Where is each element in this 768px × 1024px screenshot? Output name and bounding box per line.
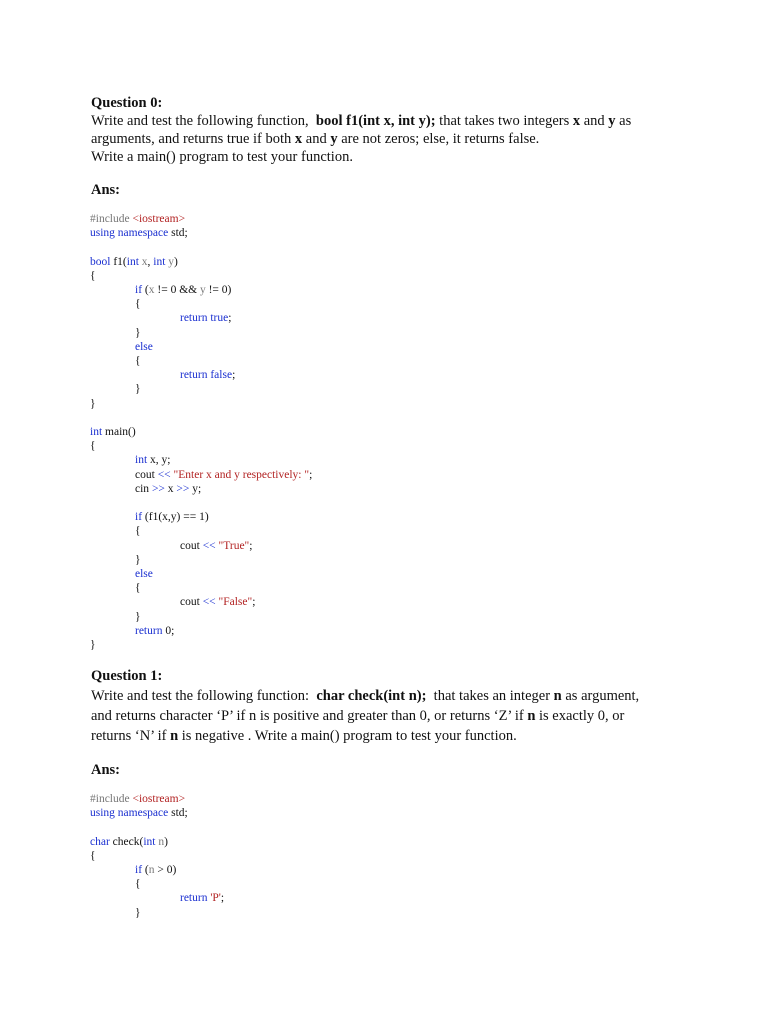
code-line: } <box>135 610 141 623</box>
code-token: cout <box>180 596 200 609</box>
code-line <box>90 240 312 254</box>
code-token: "True" <box>218 539 250 552</box>
code-token: #include <box>90 213 130 225</box>
code-line: { <box>90 269 96 282</box>
code-line: int x, y; <box>135 454 171 467</box>
code-token: <iostream> <box>132 213 186 225</box>
code-line: cout << "Enter x and y respectively: "; <box>135 468 313 481</box>
code-token: int <box>143 835 156 848</box>
q0-and-2: and <box>305 131 327 147</box>
code-line: } <box>90 397 96 410</box>
code-token: return <box>135 624 163 637</box>
code-token: else <box>135 568 153 581</box>
code-token: using namespace <box>90 807 169 820</box>
code-line: } <box>135 383 141 396</box>
question-0-title: Question 0: <box>91 95 163 111</box>
code-token: int <box>153 255 166 268</box>
code-token: return <box>180 369 208 382</box>
code-token: using namespace <box>90 227 169 240</box>
code-token: cout <box>135 468 155 481</box>
code-token: #include <box>90 793 130 805</box>
code-line: { <box>135 582 141 595</box>
code-line: if (f1(x,y) == 1) <box>135 511 209 524</box>
code-token: char <box>90 835 110 848</box>
code-line: char check(int n) <box>90 835 168 848</box>
code-token: "False" <box>218 596 253 609</box>
code-block-0 <box>90 212 312 652</box>
q0-text-a: Write and test the following function, <box>91 113 309 129</box>
code-line <box>90 212 312 226</box>
q1-text-b: that takes an integer <box>433 688 551 704</box>
code-line <box>90 425 312 439</box>
code-line: { <box>135 878 141 891</box>
q1-n: n <box>553 688 562 704</box>
code-line <box>90 806 224 820</box>
code-line: if (x != 0 && y != 0) <box>135 284 232 297</box>
q0-as: as <box>619 113 632 129</box>
q0-text-b: that takes two integers <box>439 113 570 129</box>
code-line <box>90 340 312 354</box>
q1-text-f: returns ‘N’ if <box>91 728 167 744</box>
question-1-line-3 <box>91 726 691 746</box>
code-token: y <box>168 255 175 268</box>
q1-text-c: as argument, <box>565 688 640 704</box>
code-token: 'P' <box>210 892 221 905</box>
code-line: } <box>135 326 141 339</box>
code-line <box>90 411 312 425</box>
code-line <box>90 496 312 510</box>
question-1-text <box>91 686 691 746</box>
q0-y: y <box>608 113 616 129</box>
code-token: int <box>90 426 103 439</box>
q1-n-3: n <box>170 728 179 744</box>
q0-text-d: are not zeros; else, it returns false. <box>341 131 540 147</box>
question-0-line-1 <box>91 112 691 130</box>
q0-and: and <box>583 113 605 129</box>
code-token: "Enter x and y respectively: " <box>173 468 310 481</box>
code-line: } <box>135 553 141 566</box>
code-line <box>90 226 312 240</box>
code-token: true <box>210 312 229 325</box>
q1-text-g: is negative . Write a main() program to test your function. <box>181 728 517 744</box>
code-line <box>90 820 224 834</box>
code-token: false <box>210 369 233 382</box>
code-line: } <box>135 906 141 919</box>
code-token: bool <box>90 255 111 268</box>
code-token: std; <box>171 227 188 240</box>
code-token: int <box>135 454 148 467</box>
code-line: return true; <box>180 312 232 325</box>
code-line <box>90 792 224 806</box>
code-line: return false; <box>180 369 236 382</box>
code-line: { <box>90 849 96 862</box>
question-0-ans-label: Ans: <box>91 182 121 198</box>
q0-x: x <box>572 113 581 129</box>
q0-y-2: y <box>330 131 338 147</box>
q0-text-c: arguments, and returns true if both <box>91 131 292 147</box>
code-line: cout << "True"; <box>180 539 253 552</box>
question-1-title: Question 1: <box>91 668 163 684</box>
code-line: { <box>135 355 141 368</box>
code-token: if <box>135 284 143 297</box>
code-token: cin <box>135 482 150 495</box>
q1-signature: char check(int n); <box>316 688 427 704</box>
code-token: else <box>135 340 153 353</box>
code-token: n <box>158 835 165 848</box>
code-token: std; <box>171 807 188 820</box>
question-1-line-1 <box>91 686 691 706</box>
code-line: { <box>135 525 141 538</box>
q1-n-2: n <box>527 708 536 724</box>
q0-x-2: x <box>294 131 303 147</box>
question-1-line-2 <box>91 706 691 726</box>
question-0-line-2 <box>91 130 691 148</box>
code-token: main() <box>105 426 136 439</box>
code-token: n <box>148 864 155 877</box>
code-line: return 0; <box>135 624 175 637</box>
q1-text-d: and returns character ‘P’ if n is positive and greater than 0, or returns ‘Z’ if <box>91 708 524 724</box>
code-line: } <box>90 639 96 652</box>
code-line: { <box>135 298 141 311</box>
code-token: return <box>180 312 208 325</box>
question-0-text <box>91 112 691 166</box>
code-line: if (n > 0) <box>135 864 177 877</box>
code-token: return <box>180 892 208 905</box>
q1-text-e: is exactly 0, or <box>539 708 625 724</box>
code-token: cout <box>180 539 200 552</box>
code-line <box>90 567 312 581</box>
question-1-ans-label: Ans: <box>91 762 121 778</box>
code-token: check( <box>112 835 144 848</box>
code-token: if <box>135 864 143 877</box>
code-line: return 'P'; <box>180 892 225 905</box>
code-line: cout << "False"; <box>180 596 256 609</box>
code-token: if <box>135 511 143 524</box>
code-token: f1( <box>113 255 127 268</box>
code-block-1 <box>90 792 224 920</box>
code-token: int <box>126 255 139 268</box>
code-token: <iostream> <box>132 793 186 805</box>
q0-signature: bool f1(int x, int y); <box>315 113 436 129</box>
code-line: { <box>90 440 96 453</box>
code-token: x <box>148 284 155 297</box>
q1-text-a: Write and test the following function: <box>91 688 310 704</box>
code-line: cin >> x >> y; <box>135 482 202 495</box>
code-line: bool f1(int x, int y) <box>90 255 178 268</box>
code-token: x <box>141 255 148 268</box>
code-token: y <box>199 284 206 297</box>
question-0-line-3: Write a main() program to test your function. <box>91 149 353 165</box>
